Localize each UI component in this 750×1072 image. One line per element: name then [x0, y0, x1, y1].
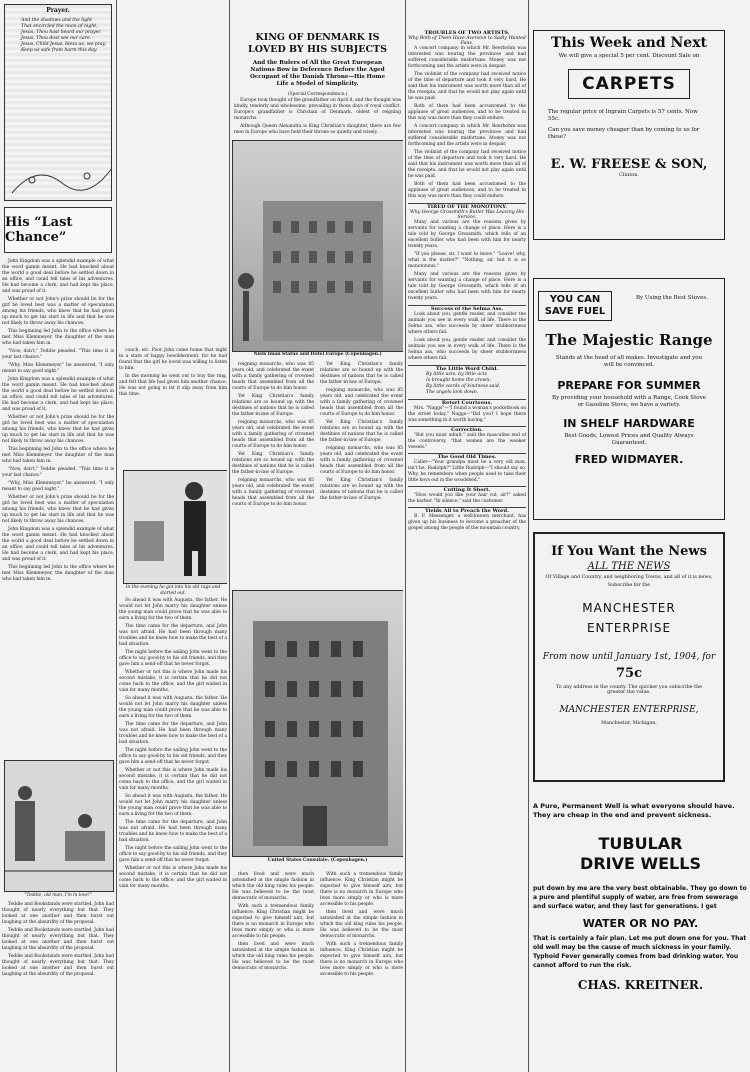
caption: Niels Iman Statue and Hotel Europe (Copenhagen.)	[253, 352, 382, 357]
paragraph: John Kingdom was a splendid example of what the word gamin meant. He had knocked about the world a good deal before he settled down in an office, and could tell tales of his adventures. He had become a clerk, and had kept his place, and was proud of it.	[2, 259, 114, 294]
paragraph: John Kingdom was a splendid example of what the word gamin meant. He had knocked about the world a good deal before he settled down in an office, and could tell tales of his adventures. He had become a clerk, and had kept his place, and was proud of it.	[2, 377, 114, 412]
ad-majestic	[533, 278, 725, 520]
paragraph: couch, etc. Poor John came home that night in a state of happy bewilderment, for he had found that the girl he loved was willing to listen to him.	[119, 348, 227, 371]
story-continued	[119, 348, 227, 398]
all-news: ALL THE NEWS	[587, 561, 671, 572]
paragraph: reigning monarchs, who was 85 years old, and celebrated the event with a family gathering of crowned heads that assembled from all the courts of Europe to do him honor.	[232, 362, 314, 391]
ad-enterprise	[533, 532, 725, 782]
section-head: Success of the Selma Ass.	[408, 305, 526, 312]
section-head: The Good Old Times.	[408, 453, 526, 460]
poem-line: Jesus, Thou hast heard our prayer,	[21, 30, 102, 35]
paragraph: Europe took thought of the grandfather on April 8, and the thought was kindly, tenderly and wholesome, prevailing in those days of royal conflict. Europe's grandfather is Christian of Denmark, oldest of reigning monarchs.	[234, 98, 401, 121]
section-head: TROUBLES OF TWO ARTISTS.	[424, 30, 510, 36]
paragraph: reigning monarchs, who was 85 years old, and celebrated the event with a family gathering of crowned heads that assembled from all the courts of Europe to do him honor.	[320, 388, 403, 417]
paragraph: A concert company in which Mr. Beerbohm was interested was touring the provinces and had suffered considerable misfortune. Money was not forthcoming and the artists were in despair.	[408, 46, 526, 69]
poem-line: Jesus, Thou dost see our care.	[21, 36, 92, 41]
ad-firm: E. W. FREESE & SON,	[550, 157, 708, 172]
paragraph: This beginning led John to the office where he met Miss Klemmeyer, the daughter of the man who had taken him in.	[2, 329, 114, 346]
paragraph: John Kingdom was a splendid example of what the word gamin meant. He had knocked about the world a good deal before he settled down in an office, and could tell tales of his adventures. He had become a clerk, and had kept his place, and was proud of it.	[2, 527, 114, 562]
paragraph: Look about you, gentle reader, and consider the animals you see in every walk of life. There is the Selma ass, who succeeds by sheer stubbornness where others fail.	[408, 338, 526, 361]
price-line: The regular price of Ingrain Carpets is 57 cents. Now 55c.	[548, 109, 698, 122]
figure-sketch	[5, 761, 113, 891]
section-head: Cutting It Short.	[408, 486, 526, 493]
ad-title-1: TUBULAR	[598, 834, 683, 853]
paragraph: The night before the sailing John went to the office to say good-by to his old friends, and they gave him a send-off that he never forgot.	[119, 846, 227, 863]
poem-line: By little words of kindness said,	[426, 384, 501, 389]
column-1	[2, 0, 114, 1072]
paragraph: Both of them had been accustomed to the applause of great audiences, and to be treated in this way was more than they could endure.	[408, 182, 526, 199]
caption: "Teddie, old man, I'm in love!"	[24, 893, 92, 898]
paragraph: then lived and were much astonished at the simple fashion in which the old king rules his people. He was believed to be the most democratic of monarchs.	[320, 910, 403, 939]
illustration-gentleman	[123, 470, 227, 584]
subscribe: Subscribe for the	[607, 583, 651, 588]
section-text	[408, 312, 526, 362]
paragraph: Whether or not John's prize should be for the girl he loved best was a matter of speculation among his friends, who knew that he had given up much to get his start in life and that he was not likely to throw away his chances.	[2, 495, 114, 524]
paragraph: So ahead it was with Augusta, the father. He would not let John marry his daughter unless the young man could prove that he was able to earn a living for the two of them.	[119, 598, 227, 621]
ad-carpets	[533, 30, 725, 240]
paragraph: Teddie and Bookstands were startled. John had thought of nearly everything but that. They looked at one another and then burst out laughing at the absurdity of the proposal.	[2, 928, 114, 951]
paragraph: With such a tremendous family influence, King Christian might be expected to give himself airs, but there is no monarch in Europe who lives more simply or who is more accessible to his people.	[320, 872, 403, 907]
town: Manchester, Michigan.	[601, 721, 657, 726]
poem-title: Prayer.	[46, 7, 70, 14]
poem-lines	[408, 372, 526, 396]
column-rule	[405, 0, 406, 1072]
poem-line: Jesus, Child Jesus, bless us, we pray,	[21, 42, 107, 47]
from-now: From now until January 1st, 1904, for	[542, 652, 716, 662]
paragraph: Look about you, gentle reader, and consider the animals you see in every walk of life. There is the Selma ass, who succeeds by sheer stubbornness where others fail.	[408, 312, 526, 335]
subhead: And the Rulers of All the Great European Nations Bow in Deference Before the Aged Occupant of the Danish Throne—His Home Life a Model of Simplicity.	[249, 60, 386, 87]
paragraph: Yet King Christian's family relations are so bound up with the destinies of nations that he is called the father-in-law of Europe.	[232, 394, 314, 417]
figure-sketch	[124, 471, 227, 583]
paragraph: In the morning he went out to buy the ring, and felt that life had given him another chance. He was not going to let it slip away from him this time.	[119, 374, 227, 397]
paragraph: Whether or not John's prize should be for the girl he loved best was a matter of speculation among his friends, who knew that he had given up much to get his start in life and that he was not likely to throw away his chances.	[2, 415, 114, 444]
photo-consulate	[232, 590, 403, 857]
section-head: Yields All to Preach the Word.	[408, 507, 526, 514]
caption: United States Consulate. (Copenhagen.)	[267, 858, 368, 863]
paper-name-2: MANCHESTER ENTERPRISE,	[559, 705, 699, 715]
brand: The Majestic Range	[545, 331, 713, 349]
product-box	[568, 69, 690, 99]
section-text	[408, 460, 526, 484]
paragraph: The time came for the departure, and John was not afraid. He had been through many troubles and he knew how to make the best of a bad situation.	[119, 722, 227, 745]
section-text	[408, 46, 526, 200]
paragraph: Teddie and Bookstands were startled. John had thought of nearly everything but that. They looked at one another and then burst out laughing at the absurdity of the proposal.	[2, 902, 114, 925]
section-sub: Why Both of Them Have Aversion to Sadly Wanted Fans.	[408, 36, 526, 46]
paragraph: Many and various are the reasons given by servants for wanting a change of place. Here is a tale told by George Grossmith, which tells of an excellent butler who had been with him for nearly twenty years.	[408, 272, 526, 301]
paragraph: "But you must admit," said the masculine end of the controversy, "that women are the weaker vessels."	[408, 433, 526, 450]
you-can: YOU CAN SAVE FUEL	[538, 291, 612, 321]
paragraph: "Now, don't," Teddie pleaded. "This time it is your last chance."	[2, 349, 114, 360]
ad-body: put down by me are the very best obtainable. They go down to a pure and plentiful supply of water, are free from sewerage and surface water, and they last for generations. I get	[533, 885, 747, 910]
paragraph: Caller—"Your grandpa must be a very old man, isn't he, Rudolph?" Little Rudolph—"I should say so. Why, he remembers when people used to take their little boys out in the woodshed."	[408, 460, 526, 483]
providing: By providing your household with a Range, Cook Stove or Gasoline Stove, we have a variety.	[552, 395, 706, 408]
paragraph: reigning monarchs, who was 85 years old, and celebrated the event with a family gathering of crowned heads that assembled from all the courts of Europe to do him honor.	[232, 478, 314, 507]
paragraph: The time came for the departure, and John was not afraid. He had been through many troubles and he knew how to make the best of a bad situation.	[119, 624, 227, 647]
poem-line: That encircled the noon of night,	[21, 24, 98, 29]
poem-line: By little acts, by little acts	[426, 372, 487, 377]
ad-sub: We will give a special 5 per cent. Discount Sale on	[558, 53, 700, 59]
section-text	[408, 493, 526, 505]
paragraph: Whether or not this is where John made his second mistake, it is certain that he did not come back to the office, and the girl waited in vain for many months.	[119, 866, 227, 889]
paragraph: So ahead it was with Augusta, the father. He would not let John marry his daughter unless the young man could prove that he was able to earn a living for the two of them.	[119, 794, 227, 817]
ad-title-2: DRIVE WELLS	[580, 854, 701, 873]
paragraph: Yet King Christian's family relations are so bound up with the destinies of nations that he is called the father-in-law of Europe.	[320, 420, 403, 443]
ad-title: If You Want the News	[551, 544, 707, 559]
best-goods: Best Goods, Lowest Prices and Quality Always Guaranteed.	[564, 433, 694, 446]
section-head: TIRED OF THE MONOTONY.	[408, 203, 526, 210]
column-2	[119, 0, 227, 1072]
article-col-a	[232, 362, 314, 510]
paragraph: B. F. Messenger, a well-known merchant, has given up his business to become a preacher of the gospel among the people of the mountain country.	[408, 514, 526, 531]
paragraph: Yet King Christian's family relations are so bound up with the destinies of nations that he is called the father-in-law of Europe.	[232, 452, 314, 475]
story-end	[2, 902, 114, 980]
paragraph: Mrs. "Naggs"—"I found a woman's pocketbook on the street today." Naggs—"Did you? I hope there was something in it worth having."	[408, 406, 526, 423]
paragraph: Although Queen Alexandra is King Christian's daughter, there are few men in Europe who have held their throne so quietly and wisely.	[234, 124, 401, 135]
paragraph: Whether or not this is where John made his second mistake, it is certain that he did not come back to the office, and the girl waited in vain for many months.	[119, 768, 227, 791]
paragraph: The violinist of the company had received notice of the time of departure and took it very hard. He said that his instrument was worth more than all of the receipts, and that he would not play again until he was paid.	[408, 72, 526, 101]
column-rule	[116, 0, 117, 1072]
any-address: To any address in the county. The quicker you subscribe the greater the value.	[555, 685, 703, 695]
paragraph: Whether or not John's prize should be for the girl he loved best was a matter of speculation among his friends, who knew that he had given up much to get his start in life and that he was not likely to throw away his chances.	[2, 297, 114, 326]
column-rule	[229, 0, 230, 1072]
paragraph: "Now, don't," Teddie pleaded. "This time it is your last chance."	[2, 467, 114, 478]
paragraph: A concert company in which Mr. Beerbohm was interested was touring the provinces and had suffered considerable misfortune. Money was not forthcoming and the artists were in despair.	[408, 124, 526, 147]
paragraph: The violinist of the company had received notice of the time of departure and took it very hard. He said that his instrument was worth more than all of the receipts, and that he would not play again until he was paid.	[408, 150, 526, 179]
paragraph: Many and various are the reasons given by servants for wanting a change of place. Here is a tale told by George Grossmith, which tells of an excellent butler who had been with him for nearly twenty years.	[408, 220, 526, 249]
section-text	[408, 220, 526, 302]
paragraph: With such a tremendous family influence, King Christian might be expected to give himself airs, but there is no monarch in Europe who lives more simply or who is more accessible to his people.	[320, 942, 403, 977]
of-village: Of Village and Country, and neighboring Towns, and all of it is news,	[545, 575, 713, 580]
photo-hotel-europe	[232, 140, 403, 352]
shelf: IN SHELF HARDWARE	[563, 417, 695, 430]
stands: Stands at the head of all makes. Investigate and you will be convinced.	[555, 355, 703, 368]
paragraph: Whether or not this is where John made his second mistake, it is certain that he did not come back to the office, and the girl waited in vain for many months.	[119, 670, 227, 693]
illustration-office	[4, 760, 114, 892]
paragraph: "If you please, sir, I want to leave." "Leave! why, what is the matter?" "Nothing, sir, but it is so monotonous."	[408, 252, 526, 269]
paragraph: Yet King Christian's family relations are so bound up with the destinies of nations that he is called the father-in-law of Europe.	[320, 362, 403, 385]
paragraph: "Why, Miss Klemmeyer," he answered, "I only meant to say good night."	[2, 481, 114, 492]
paragraph: This beginning led John to the office where he met Miss Klemmeyer, the daughter of the man who had taken him in.	[2, 447, 114, 464]
column-3	[232, 0, 403, 1072]
paragraph: Both of them had been accustomed to the applause of great audiences, and to be treated in this way was more than they could endure.	[408, 104, 526, 121]
ornament-vine	[7, 158, 114, 198]
prepare: PREPARE FOR SUMMER	[557, 379, 701, 392]
poem-title: The Little Word Child.	[408, 365, 526, 372]
owner: CHAS. KREITNER.	[577, 978, 704, 992]
paragraph: "Why, Miss Klemmeyer," he answered, "I only meant to say good night."	[2, 363, 114, 374]
paragraph: Teddie and Bookstands were startled. John had thought of nearly everything but that. They looked at one another and then burst out laughing at the absurdity of the proposal.	[2, 954, 114, 977]
column-rule	[528, 0, 529, 1072]
section-text	[408, 514, 526, 532]
column-ads	[531, 0, 748, 1072]
section-head: Correction.	[408, 426, 526, 433]
feature-title: His “Last Chance”	[5, 215, 73, 245]
poem-line: Is brought home the crown;	[426, 378, 491, 383]
owner: FRED WIDMAYER.	[574, 453, 684, 466]
poem-line: Keep us safe from harm this day.	[21, 48, 98, 53]
caption: In the evening he got into his old rags and started out.	[125, 585, 221, 596]
poem-line: And the shadows and the light	[21, 18, 92, 23]
ad-header	[538, 291, 720, 321]
article-col-d	[320, 872, 403, 980]
paragraph: With such a tremendous family influence, King Christian might be expected to give himself airs, but there is no monarch in Europe who lives more simply or who is more accessible to his people.	[232, 904, 314, 939]
paragraph: reigning monarchs, who was 85 years old, and celebrated the event with a family gathering of crowned heads that assembled from all the courts of Europe to do him honor.	[320, 446, 403, 475]
paragraph: The night before the sailing John went to the office to say good-by to his old friends, and they gave him a send-off that he never forgot.	[119, 748, 227, 765]
water-or-no-pay: WATER OR NO PAY.	[582, 917, 699, 930]
by-using: By Using the Best Stoves.	[636, 295, 708, 301]
paragraph: The night before the sailing John went to the office to say good-by to his old friends, and they gave him a send-off that he never forgot.	[119, 650, 227, 667]
paragraph: The time came for the departure, and John was not afraid. He had been through many troubles and he knew how to make the best of a bad situation.	[119, 820, 227, 843]
article-intro	[232, 98, 403, 136]
section-head: Retort Courteous.	[408, 399, 526, 406]
ad-title: This Week and Next	[550, 35, 708, 51]
story-text	[2, 259, 114, 583]
ad-intro: A Pure, Permanent Well is what everyone should have. They are cheap in the end and prevent sickness.	[533, 802, 735, 819]
section-text	[408, 433, 526, 451]
section-text	[408, 406, 526, 424]
poem-line: The angels look down.	[426, 390, 479, 395]
paragraph: So ahead it was with Augusta, the father. He would not let John marry his daughter unless the young man could prove that he was able to earn a living for the two of them.	[119, 696, 227, 719]
headline: KING OF DENMARK IS LOVED BY HIS SUBJECTS	[248, 32, 387, 55]
ad-wells	[533, 802, 748, 992]
article-col-c	[232, 872, 314, 974]
paragraph: then lived and were much astonished at the simple fashion in which the old king rules his people. He was believed to be the most democratic of monarchs.	[232, 872, 314, 901]
correspondence: (Special Correspondence.)	[287, 92, 348, 97]
section-sub: Why George Grossmith's Butler Was Leaving His Service.	[410, 210, 524, 220]
building-photo	[233, 591, 403, 856]
paragraph: "How would you like your hair cut, sir?" asked the barber. "In silence," said the customer.	[408, 493, 526, 504]
save-line: Can you save money cheaper than by coming to us for these?	[548, 127, 700, 140]
price: 75c	[615, 666, 642, 681]
paragraph: This beginning led John to the office where he met Miss Klemmeyer, the daughter of the man who had taken him in.	[2, 565, 114, 582]
poem-block	[4, 4, 112, 201]
paper-name: MANCHESTER ENTERPRISE	[582, 601, 676, 635]
ad-product: CARPETS	[582, 74, 676, 94]
paragraph: reigning monarchs, who was 85 years old, and celebrated the event with a family gathering of crowned heads that assembled from all the courts of Europe to do him honor.	[232, 420, 314, 449]
story-text	[119, 598, 227, 892]
paragraph: Yet King Christian's family relations are so bound up with the destinies of nations that he is called the father-in-law of Europe.	[320, 478, 403, 501]
article-col-b	[320, 362, 403, 504]
building-photo	[233, 141, 403, 351]
ad-body-2: That is certainly a fair plan. Let me put down one for you. That old well may be the cause of much sickness in your family. Typhoid Fever generally comes from bad drinking water. You cannot afford to run the risk.	[533, 935, 747, 969]
last-chance-banner	[4, 207, 112, 253]
paragraph: then lived and were much astonished at the simple fashion in which the old king rules his people. He was believed to be the most democratic of monarchs.	[232, 942, 314, 971]
poem-lines	[5, 14, 111, 54]
ad-town: Clinton.	[618, 172, 640, 178]
column-4	[408, 0, 526, 1072]
